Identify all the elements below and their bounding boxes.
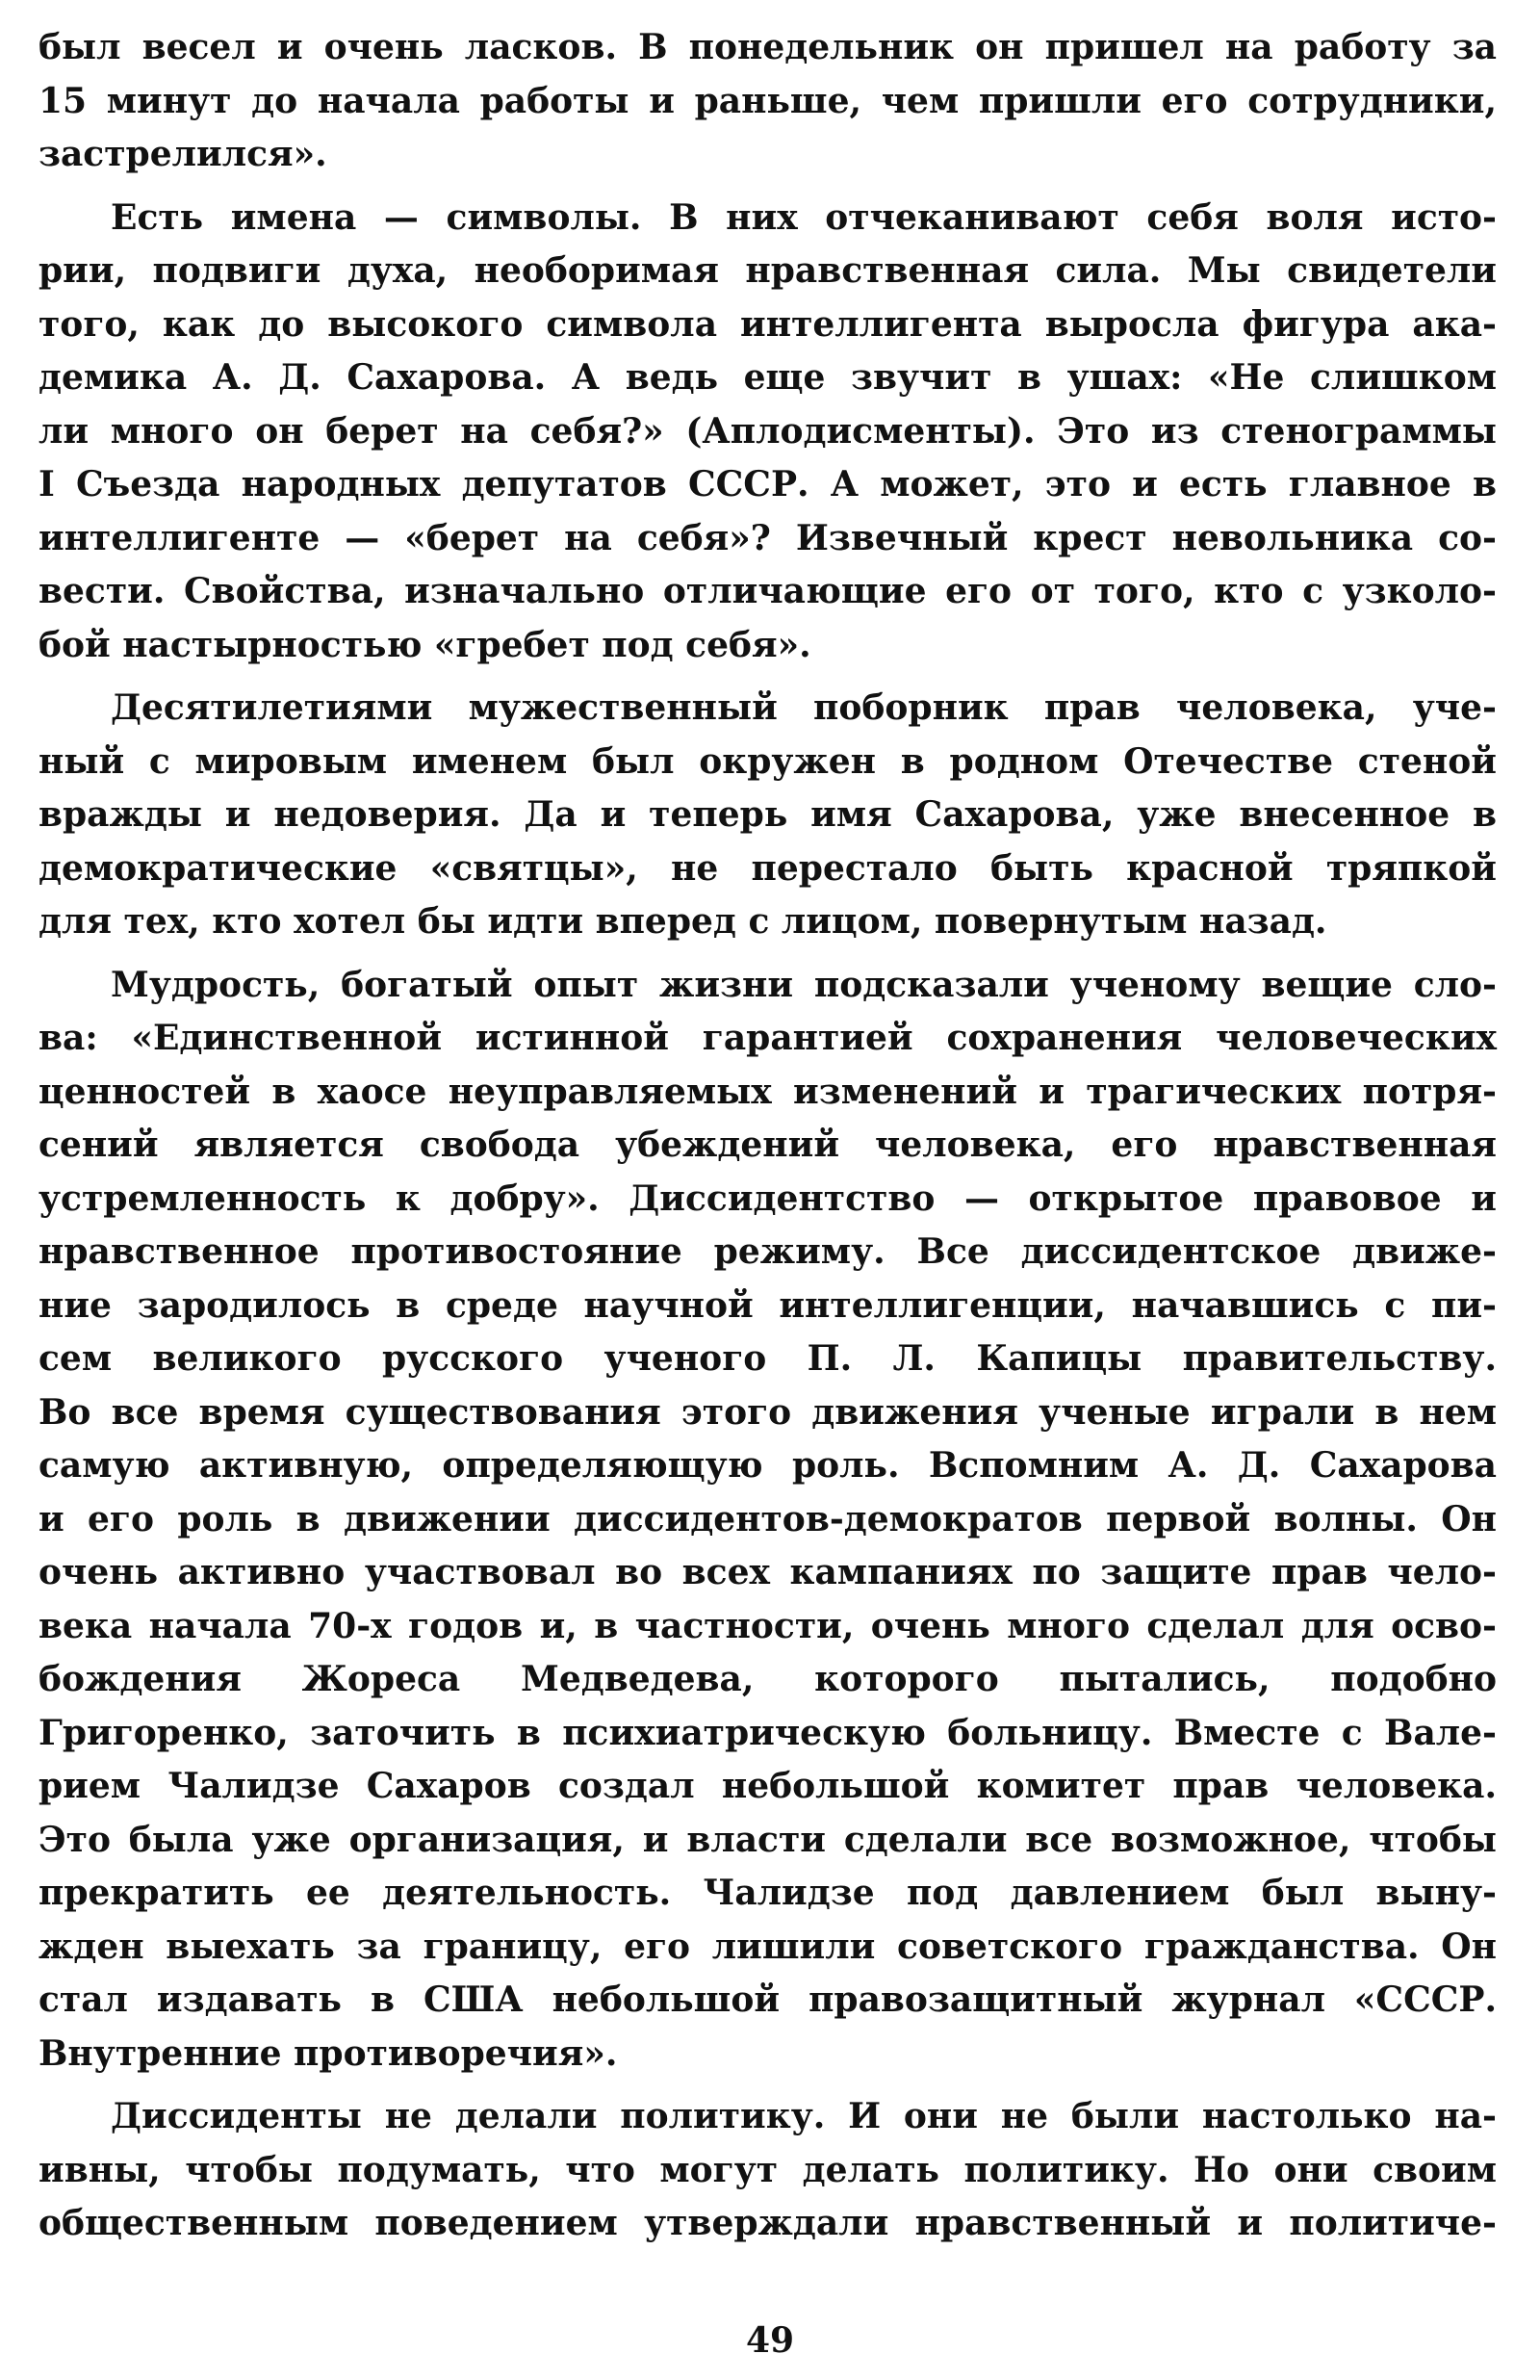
text-line: прекратить ее деятельность. Чалидзе под давлением был выну-	[38, 1873, 1497, 1913]
text-line: и его роль в движении диссидентов-демократов первой волны. Он	[38, 1498, 1497, 1539]
text-line: нравственное противостояние режиму. Все диссидентское движе-	[38, 1231, 1497, 1272]
book-page	[38, 21, 1497, 2313]
text-line: очень активно участвовал во всех кампаниях по защите прав чело-	[38, 1552, 1497, 1592]
text-line: демика А. Д. Сахарова. А ведь еще звучит в ушах: «Не слишком	[38, 357, 1497, 398]
text-line: общественным поведением утверждали нравственный и политиче-	[38, 2203, 1497, 2243]
text-line: интеллигенте — «берет на себя»? Извечный крест невольника со-	[38, 517, 1497, 558]
text-line: века начала 70-х годов и, в частности, очень много сделал для осво-	[38, 1605, 1497, 1646]
paragraph-gap	[38, 672, 1497, 682]
text-line: жден выехать за границу, его лишили советского гражданства. Он	[38, 1926, 1497, 1967]
text-line: того, как до высокого символа интеллигента выросла фигура ака-	[38, 303, 1497, 345]
text-line: Диссиденты не делали политику. И они не были настолько на-	[111, 2096, 1497, 2136]
text-line: самую активную, определяющую роль. Вспомним А. Д. Сахарова	[38, 1445, 1497, 1486]
paragraph-gap	[38, 182, 1497, 192]
text-line: сений является свобода убеждений человека, его нравственная	[38, 1125, 1497, 1165]
text-line: для тех, кто хотел бы идти вперед с лицом, повернутым назад.	[38, 901, 1327, 942]
text-line: демократические «святцы», не перестало быть красной тряпкой	[38, 847, 1497, 889]
text-line: ивны, чтобы подумать, что могут делать политику. Но они своим	[38, 2149, 1497, 2190]
paragraph-2	[38, 192, 1497, 673]
paragraph-3	[38, 682, 1497, 949]
text-line: Григоренко, заточить в психиатрическую больницу. Вместе с Вале-	[38, 1712, 1497, 1753]
text-line: Есть имена — символы. В них отчеканивают себя воля исто-	[111, 196, 1497, 238]
text-line: вести. Свойства, изначально отличающие его от того, кто с узколо-	[38, 571, 1497, 611]
text-line: ценностей в хаосе неуправляемых изменений и трагических потря-	[38, 1071, 1497, 1112]
text-line: был весел и очень ласков. В понедельник он пришел на работу за	[38, 27, 1497, 67]
text-line: вражды и недоверия. Да и теперь имя Сахарова, уже внесенное в	[38, 794, 1497, 835]
page-number: 49	[745, 2320, 795, 2361]
text-line: ли много он берет на себя?» (Аплодисменты). Это из стенограммы	[38, 410, 1497, 452]
paragraph-gap	[38, 949, 1497, 959]
text-line: рием Чалидзе Сахаров создал небольшой комитет прав человека.	[38, 1766, 1497, 1806]
text-line: бой настырностью «гребет под себя».	[38, 624, 811, 665]
text-line: застрелился».	[38, 134, 327, 174]
text-line: 15 минут до начала работы и раньше, чем пришли его сотрудники,	[38, 80, 1497, 121]
text-line: I Съезда народных депутатов СССР. А может, это и есть главное в	[38, 464, 1497, 504]
paragraph-1	[38, 21, 1497, 182]
text-line: ние зародилось в среде научной интеллигенции, начавшись с пи-	[38, 1284, 1497, 1326]
paragraph-gap	[38, 2081, 1497, 2090]
paragraph-5	[38, 2090, 1497, 2251]
text-line: ва: «Единственной истинной гарантией сохранения человеческих	[38, 1018, 1497, 1058]
text-line: устремленность к добру». Диссидентство — открытое правовое и	[38, 1177, 1497, 1219]
text-line: Внутренние противоречия».	[38, 2032, 618, 2074]
text-line: сем великого русского ученого П. Л. Капицы правительству.	[38, 1338, 1497, 1379]
text-line: рии, подвиги духа, необоримая нравственная сила. Мы свидетели	[38, 250, 1497, 291]
paragraph-4	[38, 959, 1497, 2082]
text-line: Десятилетиями мужественный поборник прав человека, уче-	[111, 687, 1497, 728]
text-line: стал издавать в США небольшой правозащитный журнал «СССР.	[38, 1979, 1497, 2020]
text-line: Это была уже организация, и власти сделали все возможное, чтобы	[38, 1819, 1497, 1860]
text-line: Мудрость, богатый опыт жизни подсказали ученому вещие сло-	[111, 964, 1497, 1005]
text-line: бождения Жореса Медведева, которого пытались, подобно	[38, 1659, 1497, 1699]
text-line: ный с мировым именем был окружен в родном Отечестве стеной	[38, 740, 1497, 782]
text-line: Во все время существования этого движения ученые играли в нем	[38, 1391, 1497, 1433]
